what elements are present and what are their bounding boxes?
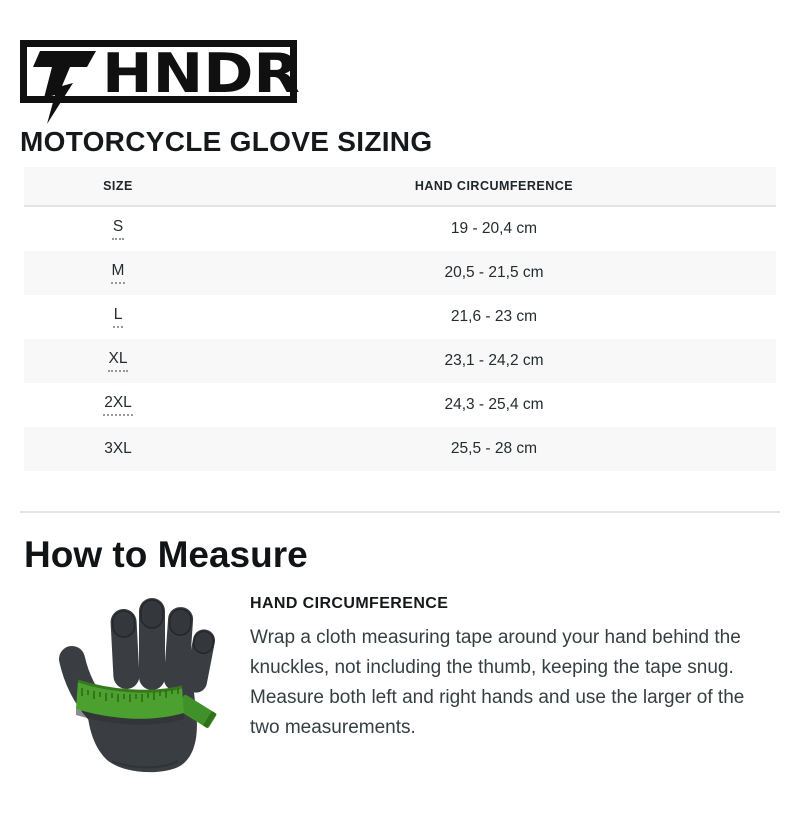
page-title: MOTORCYCLE GLOVE SIZING <box>20 126 433 157</box>
table-row-2xl <box>24 383 776 427</box>
measure-body-text: Wrap a cloth measuring tape around your hand behind the knuckles, not including the thumb, keeping the tape snug. Measure both left and right hands and use the larger of the two measurements. <box>250 627 745 738</box>
size-table-header <box>24 167 776 207</box>
column-header-size: SIZE <box>103 179 133 193</box>
size-label-m[interactable]: M <box>111 262 126 284</box>
table-row-s <box>24 207 776 251</box>
measure-instructions <box>236 585 776 790</box>
range-value-s: 19 - 20,4 cm <box>450 220 538 237</box>
table-row-l <box>24 295 776 339</box>
glove-illustration <box>24 585 236 790</box>
how-to-measure-title: How to Measure <box>24 534 308 575</box>
hand-circumference-subtitle: HAND CIRCUMFERENCE <box>250 595 449 612</box>
index-finger <box>110 608 140 689</box>
size-table <box>24 167 776 471</box>
thndr-logo <box>20 40 300 105</box>
size-label-s[interactable]: S <box>112 218 124 240</box>
size-label-xl[interactable]: XL <box>108 350 129 372</box>
range-value-xl: 23,1 - 24,2 cm <box>444 352 544 369</box>
column-header-circumference: HAND CIRCUMFERENCE <box>414 179 574 193</box>
middle-finger <box>139 598 165 690</box>
table-row-3xl <box>24 427 776 471</box>
table-row-m <box>24 251 776 295</box>
glove-hand-with-measuring-tape-icon <box>24 585 236 790</box>
table-row-xl <box>24 339 776 383</box>
range-value-m: 20,5 - 21,5 cm <box>444 264 544 281</box>
range-value-l: 21,6 - 23 cm <box>450 308 538 325</box>
section-divider <box>20 511 780 513</box>
thndr-logo-graphic <box>20 40 300 128</box>
size-label-2xl[interactable]: 2XL <box>103 394 133 416</box>
how-to-measure-section <box>24 585 776 790</box>
size-label-l[interactable]: L <box>113 306 124 328</box>
range-value-2xl: 24,3 - 25,4 cm <box>444 396 544 413</box>
size-label-3xl: 3XL <box>104 440 132 458</box>
range-value-3xl: 25,5 - 28 cm <box>450 440 538 457</box>
logo-text: HNDR <box>102 42 300 105</box>
